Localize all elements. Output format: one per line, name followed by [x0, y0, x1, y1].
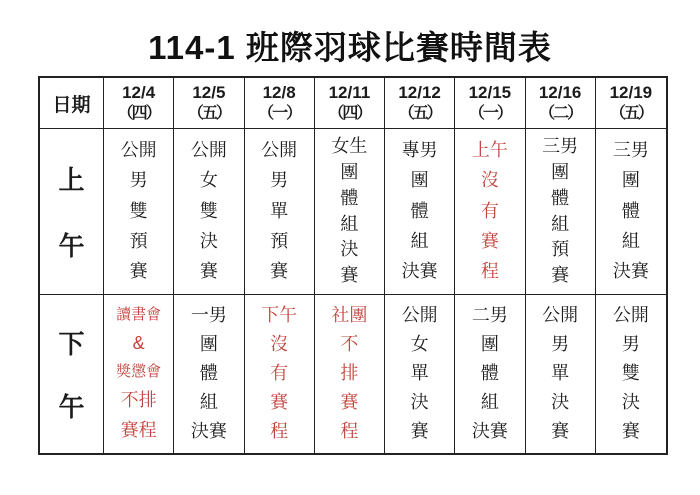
schedule-cell-line: 組: [551, 213, 570, 234]
date-header-12-5: [174, 78, 244, 129]
schedule-cell-line: 體: [340, 187, 359, 208]
schedule-cell-下午-12-8: [245, 295, 315, 453]
schedule-cell-line: 組: [199, 392, 218, 413]
schedule-cell-line: 體: [480, 363, 499, 384]
schedule-cell-line: 男: [551, 334, 570, 355]
schedule-cell-上午-12-19: [596, 129, 666, 295]
schedule-cell-line: 賽: [270, 260, 289, 281]
row-label-char: 上: [58, 165, 85, 195]
schedule-cell-下午-12-4: [104, 295, 174, 453]
schedule-cell-line: 決: [199, 230, 218, 251]
schedule-cell-上午-12-12: [385, 129, 455, 295]
weekday-value: （一）: [468, 104, 511, 122]
schedule-cell-line: 公開: [542, 305, 579, 326]
corner-date-header: [40, 78, 104, 129]
row-label-char: 下: [58, 328, 85, 359]
schedule-cell-下午-12-11: [315, 295, 385, 453]
schedule-cell-line: 體: [551, 187, 570, 208]
date-value: 12/4: [122, 82, 156, 102]
schedule-cell-line: 雙: [129, 200, 148, 221]
date-value: 12/15: [468, 82, 512, 102]
schedule-cell-line: 男: [270, 170, 289, 191]
schedule-cell-line: 預: [129, 230, 148, 251]
schedule-cell-line: 預: [270, 230, 289, 251]
schedule-cell-line: 女: [199, 170, 218, 191]
schedule-cell-line: 有: [270, 363, 289, 384]
date-header-12-16: [526, 78, 596, 129]
schedule-cell-line: &: [132, 333, 145, 354]
schedule-cell-下午-12-16: [526, 295, 596, 453]
schedule-cell-line: 有: [480, 200, 499, 221]
schedule-cell-line: 賽: [551, 420, 570, 441]
weekday-value: （二）: [539, 104, 582, 122]
schedule-cell-line: 公開: [612, 305, 649, 326]
schedule-cell-line: 三男: [542, 136, 579, 157]
schedule-cell-line: 女: [410, 334, 429, 355]
schedule-cell-line: 決: [410, 392, 429, 413]
date-value: 12/11: [328, 82, 371, 102]
schedule-cell-line: 賽: [621, 420, 640, 441]
schedule-cell-line: 賽: [129, 260, 148, 281]
schedule-cell-line: 專男: [401, 140, 438, 161]
schedule-cell-上午-12-5: [174, 129, 244, 295]
schedule-cell-上午-12-16: [526, 129, 596, 295]
schedule-cell-line: 決賽: [612, 260, 649, 281]
schedule-cell-上午-12-15: [455, 129, 525, 295]
weekday-value: （四）: [328, 104, 371, 122]
schedule-cell-上午-12-8: [245, 129, 315, 295]
schedule-cell-line: 賽: [410, 420, 429, 441]
date-header-12-4: [104, 78, 174, 129]
schedule-cell-line: 公開: [120, 140, 157, 161]
date-header-12-15: [455, 78, 525, 129]
date-header-12-8: [245, 78, 315, 129]
schedule-cell-line: 決賽: [471, 420, 508, 441]
schedule-cell-line: 公開: [190, 140, 227, 161]
row-label-char: 午: [58, 392, 85, 423]
corner-label: 日期: [52, 94, 91, 116]
date-header-12-11: [315, 78, 385, 129]
schedule-cell-line: 排: [340, 363, 359, 384]
weekday-value: （五）: [187, 104, 230, 122]
schedule-cell-下午-12-5: [174, 295, 244, 453]
schedule-cell-line: 三男: [612, 140, 649, 161]
date-value: 12/12: [398, 82, 441, 102]
date-header-12-19: [596, 78, 666, 129]
date-header-12-12: [385, 78, 455, 129]
schedule-cell-line: 讀書會: [116, 306, 162, 324]
schedule-cell-line: 一男: [190, 305, 227, 326]
row-label-char: 午: [58, 231, 85, 261]
weekday-value: （五）: [398, 104, 441, 122]
date-value: 12/5: [192, 82, 226, 102]
schedule-cell-line: 組: [480, 392, 499, 413]
schedule-cell-line: 團: [480, 334, 499, 355]
row-label-上午: [40, 129, 104, 295]
schedule-cell-line: 單: [410, 363, 429, 384]
date-value: 12/16: [538, 82, 582, 102]
schedule-cell-line: 程: [270, 420, 289, 441]
schedule-cell-line: 賽: [270, 392, 289, 413]
schedule-cell-line: 組: [621, 230, 640, 251]
schedule-cell-line: 賽: [551, 265, 570, 286]
schedule-cell-line: 程: [340, 420, 359, 441]
schedule-cell-line: 決: [340, 239, 359, 260]
schedule-cell-line: 體: [199, 363, 218, 384]
weekday-value: （五）: [609, 104, 652, 122]
schedule-cell-line: 不排: [120, 389, 157, 410]
schedule-cell-line: 男: [621, 334, 640, 355]
schedule-cell-line: 決賽: [401, 260, 438, 281]
schedule-cell-line: 團: [199, 334, 218, 355]
schedule-cell-line: 賽: [340, 265, 359, 286]
schedule-cell-下午-12-12: [385, 295, 455, 453]
schedule-cell-上午-12-4: [104, 129, 174, 295]
schedule-cell-line: 沒: [480, 170, 499, 191]
schedule-cell-line: 單: [551, 363, 570, 384]
schedule-cell-line: 決: [621, 392, 640, 413]
schedule-cell-下午-12-15: [455, 295, 525, 453]
schedule-cell-line: 不: [340, 334, 359, 355]
schedule-cell-line: 男: [129, 170, 148, 191]
schedule-cell-line: 程: [480, 260, 499, 281]
schedule-cell-上午-12-11: [315, 129, 385, 295]
schedule-cell-line: 組: [340, 213, 359, 234]
schedule-cell-line: 沒: [270, 334, 289, 355]
date-value: 12/8: [262, 82, 296, 102]
schedule-cell-line: 體: [410, 200, 429, 221]
schedule-cell-line: 團: [621, 170, 640, 191]
schedule-table: [38, 76, 668, 455]
schedule-cell-line: 社團: [331, 305, 368, 326]
weekday-value: （四）: [117, 104, 160, 122]
schedule-cell-line: 組: [410, 230, 429, 251]
schedule-cell-line: 預: [551, 239, 570, 260]
schedule-cell-line: 賽: [340, 392, 359, 413]
schedule-cell-line: 公開: [261, 140, 298, 161]
schedule-cell-line: 二男: [471, 305, 508, 326]
row-label-下午: [40, 295, 104, 453]
schedule-cell-line: 賽: [199, 260, 218, 281]
schedule-cell-line: 賽: [480, 230, 499, 251]
schedule-cell-line: 賽程: [120, 419, 157, 440]
schedule-cell-line: 上午: [471, 140, 508, 161]
schedule-cell-line: 單: [270, 200, 289, 221]
page-title: 114-1 班際羽球比賽時間表: [148, 29, 552, 66]
schedule-cell-line: 雙: [621, 363, 640, 384]
schedule-cell-line: 體: [621, 200, 640, 221]
schedule-cell-line: 雙: [199, 200, 218, 221]
schedule-cell-line: 下午: [261, 305, 298, 326]
schedule-cell-line: 公開: [401, 305, 438, 326]
schedule-cell-line: 獎懲會: [116, 363, 162, 381]
schedule-cell-line: 女生: [331, 136, 368, 157]
schedule-cell-line: 決賽: [190, 420, 227, 441]
weekday-value: （一）: [258, 104, 301, 122]
schedule-cell-line: 團: [410, 170, 429, 191]
schedule-cell-line: 團: [340, 161, 359, 182]
schedule-cell-line: 決: [551, 392, 570, 413]
schedule-cell-下午-12-19: [596, 295, 666, 453]
date-value: 12/19: [609, 82, 653, 102]
schedule-cell-line: 團: [551, 161, 570, 182]
